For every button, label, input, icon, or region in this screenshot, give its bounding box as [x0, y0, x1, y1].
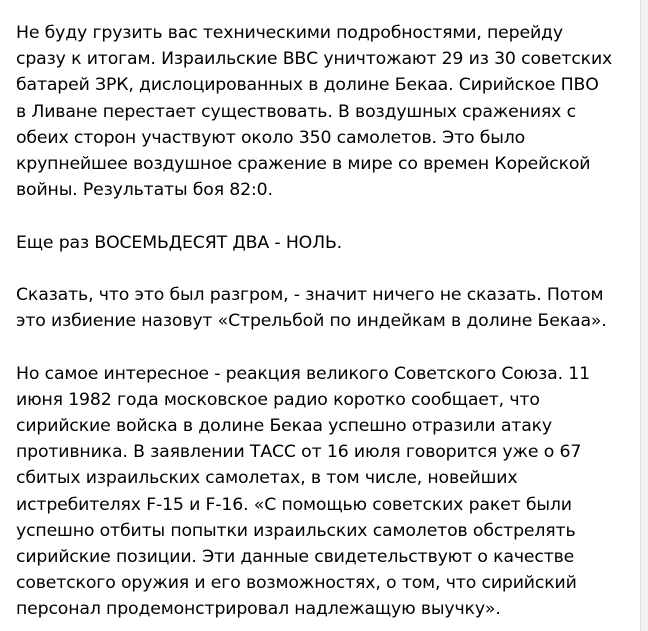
text-line: это избиение назовут «Стрельбой по индейкам в долине Бекаа».	[16, 311, 607, 332]
text-line: персонал продемонстрировал надлежащую выучку».	[16, 599, 501, 620]
text-line: Сказать, что это был разгром, - значит ничего не сказать. Потом	[16, 285, 604, 305]
text-line: крупнейшее воздушное сражение в мире со времен Корейской	[16, 154, 591, 175]
scrollbar-track[interactable]	[640, 0, 648, 631]
paragraph-soviet-reaction	[16, 361, 630, 623]
text-line: войны. Результаты боя 82:0.	[16, 180, 273, 201]
text-line: истребителях F-15 и F-16. «С помощью советских ракет были	[16, 494, 572, 515]
paragraph-gap	[16, 203, 630, 229]
text-line: батарей ЗРК, дислоцированных в долине Бекаа. Сирийское ПВО	[16, 75, 599, 96]
text-line: сирийские войска в долине Бекаа успешно отразили атаку	[16, 416, 553, 436]
paragraph-summary	[16, 20, 630, 203]
paragraph-gap	[16, 256, 630, 282]
text-line: Еще раз ВОСЕМЬДЕСЯТ ДВА - НОЛЬ.	[16, 232, 343, 253]
text-line: Не буду грузить вас техническими подробностями, перейду	[16, 23, 563, 43]
text-line: сбитых израильских самолетах, в том числе, новейших	[16, 468, 518, 489]
text-line: июня 1982 года московское радио коротко сообщает, что	[16, 389, 540, 410]
text-line: противника. В заявлении ТАСС от 16 июля говорится уже о 67	[16, 442, 582, 463]
text-line: советского оружия и его возможностях, о том, что сирийский	[16, 573, 577, 594]
text-line: успешно отбиты попытки израильских самолетов обстрелять	[16, 520, 576, 541]
text-line: в Ливане перестает существовать. В воздушных сражениях с	[16, 101, 576, 122]
text-line: Но самое интересное - реакция великого Советского Союза. 11	[16, 363, 590, 384]
text-line: сирийские позиции. Эти данные свидетельствуют о качестве	[16, 547, 575, 568]
text-line: обеих сторон участвуют около 350 самолетов. Это было	[16, 127, 526, 148]
paragraph-gap	[16, 334, 630, 360]
paragraph-score	[16, 230, 630, 256]
paragraph-rout	[16, 282, 630, 334]
text-line: сразу к итогам. Израильские ВВС уничтожают 29 из 30 советских	[16, 49, 613, 70]
